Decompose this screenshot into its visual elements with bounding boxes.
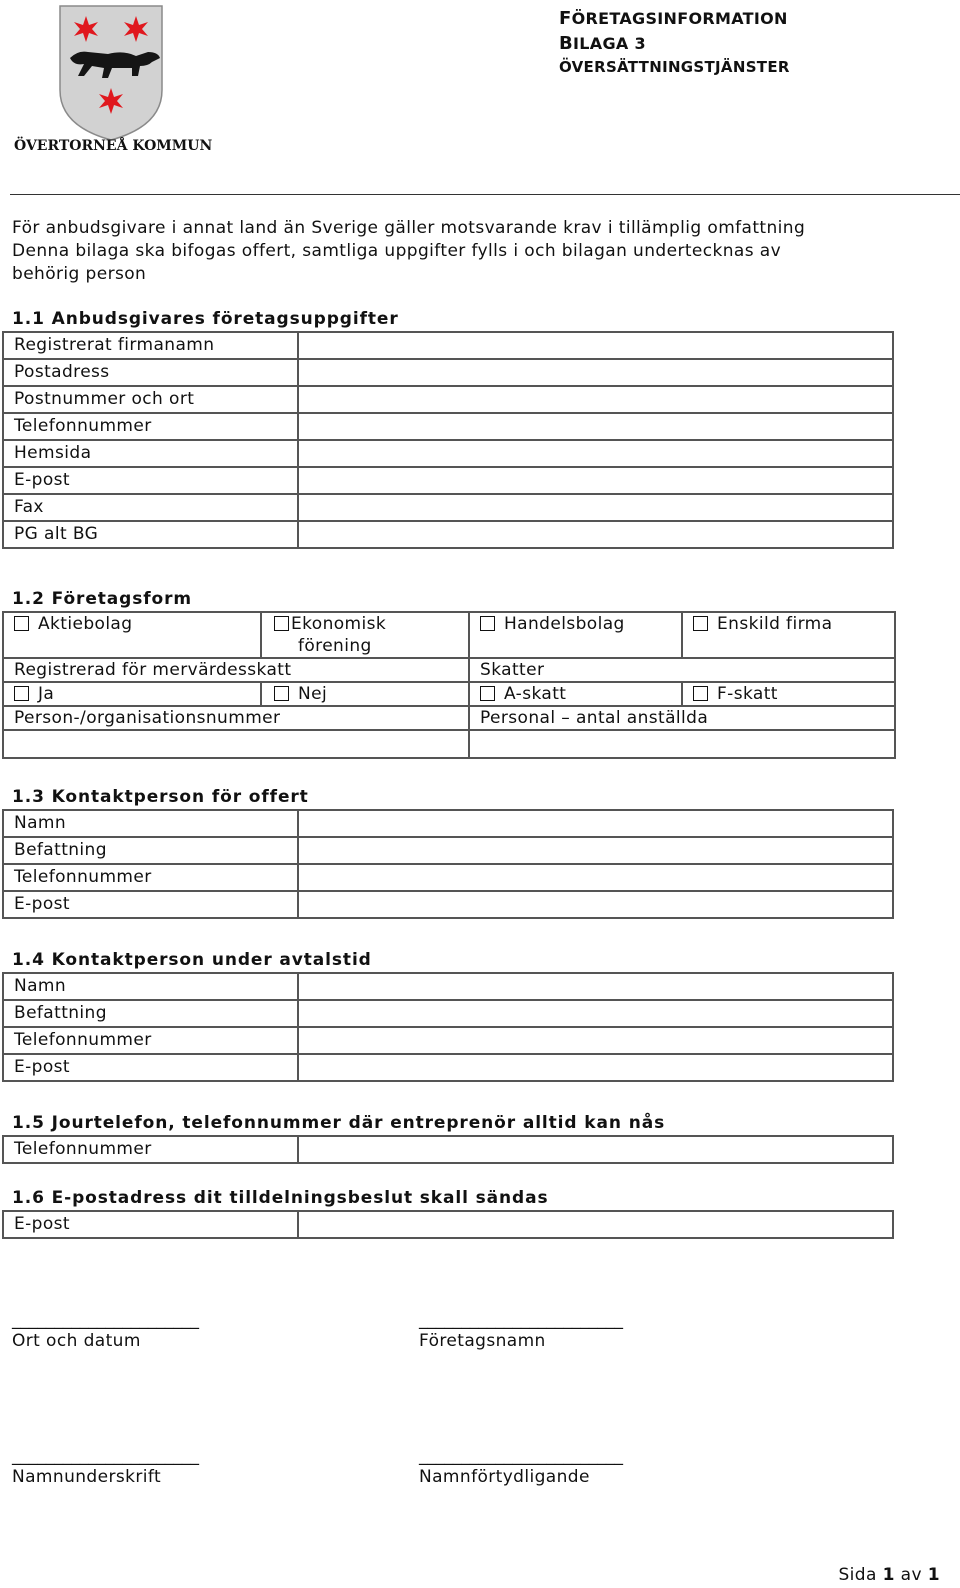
section-1-6-title: 1.6 E-postadress dit tilldelningsbeslut skall sändas bbox=[12, 1188, 549, 1208]
checkbox-icon[interactable] bbox=[693, 616, 708, 631]
offer-contact-table bbox=[2, 809, 894, 919]
label-postcode-city: Postnummer och ort bbox=[3, 386, 298, 413]
on-call-phone-field[interactable] bbox=[298, 1136, 893, 1163]
label-name: Namn bbox=[3, 973, 298, 1000]
contract-contact-name-field[interactable] bbox=[298, 973, 893, 1000]
label-phone: Telefonnummer bbox=[3, 1027, 298, 1054]
section-1-1-title: 1.1 Anbudsgivares företagsuppgifter bbox=[12, 309, 399, 329]
signature-line-place-date[interactable]: ______________________ bbox=[12, 1310, 199, 1330]
intro-line-1: För anbudsgivare i annat land än Sverige gäller motsvarande krav i tillämplig omfattning bbox=[12, 218, 806, 238]
section-1-3-title: 1.3 Kontaktperson för offert bbox=[12, 787, 309, 807]
company-name-field[interactable] bbox=[298, 332, 893, 359]
label-name-clarification: Namnförtydligande bbox=[419, 1467, 590, 1487]
checkbox-icon[interactable] bbox=[480, 616, 495, 631]
label-taxes: Skatter bbox=[469, 658, 895, 682]
label-fax: Fax bbox=[3, 494, 298, 521]
label-company-name: Registrerat firmanamn bbox=[3, 332, 298, 359]
staff-count-field[interactable] bbox=[469, 730, 895, 758]
section-1-5-title: 1.5 Jourtelefon, telefonnummer där entreprenör alltid kan nås bbox=[12, 1113, 666, 1133]
option-enskild-firma[interactable]: Enskild firma bbox=[682, 612, 895, 658]
postcode-city-field[interactable] bbox=[298, 386, 893, 413]
label-signature: Namnunderskrift bbox=[12, 1467, 162, 1487]
offer-contact-phone-field[interactable] bbox=[298, 864, 893, 891]
checkbox-icon[interactable] bbox=[274, 686, 289, 701]
option-handelsbolag[interactable]: Handelsbolag bbox=[469, 612, 682, 658]
option-f-skatt[interactable]: F-skatt bbox=[682, 682, 895, 706]
option-vat-yes[interactable]: Ja bbox=[3, 682, 261, 706]
contract-contact-position-field[interactable] bbox=[298, 1000, 893, 1027]
label-email: E-post bbox=[3, 891, 298, 918]
award-email-table bbox=[2, 1210, 894, 1239]
label-phone: Telefonnummer bbox=[3, 413, 298, 440]
intro-line-2: Denna bilaga ska bifogas offert, samtliga uppgifter fylls i och bilagan undertecknas av bbox=[12, 241, 782, 261]
checkbox-icon[interactable] bbox=[480, 686, 495, 701]
doc-service: ÖVERSÄTTNINGSTJÄNSTER bbox=[559, 58, 790, 76]
signature-line-signature[interactable]: ______________________ bbox=[12, 1446, 199, 1466]
section-1-4-title: 1.4 Kontaktperson under avtalstid bbox=[12, 950, 372, 970]
option-a-skatt[interactable]: A-skatt bbox=[469, 682, 682, 706]
checkbox-icon[interactable] bbox=[274, 616, 289, 631]
municipality-logo-icon bbox=[12, 2, 216, 160]
label-position: Befattning bbox=[3, 837, 298, 864]
label-postal-address: Postadress bbox=[3, 359, 298, 386]
doc-subtitle: BILAGA 3 bbox=[559, 33, 646, 54]
label-website: Hemsida bbox=[3, 440, 298, 467]
award-email-field[interactable] bbox=[298, 1211, 893, 1238]
label-company-name-sign: Företagsnamn bbox=[419, 1331, 546, 1351]
label-place-date: Ort och datum bbox=[12, 1331, 141, 1351]
checkbox-icon[interactable] bbox=[693, 686, 708, 701]
option-ekonomisk-forening[interactable]: Ekonomisk förening bbox=[261, 612, 469, 658]
offer-contact-position-field[interactable] bbox=[298, 837, 893, 864]
on-call-phone-table bbox=[2, 1135, 894, 1164]
signature-line-company[interactable]: ________________________ bbox=[419, 1310, 623, 1330]
postal-address-field[interactable] bbox=[298, 359, 893, 386]
option-aktiebolag[interactable]: Aktiebolag bbox=[3, 612, 261, 658]
pg-bg-field[interactable] bbox=[298, 521, 893, 548]
label-staff-count: Personal – antal anställda bbox=[469, 706, 895, 730]
website-field[interactable] bbox=[298, 440, 893, 467]
label-org-number: Person-/organisationsnummer bbox=[3, 706, 469, 730]
offer-contact-name-field[interactable] bbox=[298, 810, 893, 837]
company-details-table bbox=[2, 331, 894, 549]
label-phone: Telefonnummer bbox=[3, 864, 298, 891]
label-vat-registered: Registrerad för mervärdesskatt bbox=[3, 658, 469, 682]
label-name: Namn bbox=[3, 810, 298, 837]
logo-text: ÖVERTORNEÅ KOMMUN bbox=[14, 138, 213, 154]
phone-field[interactable] bbox=[298, 413, 893, 440]
contract-contact-phone-field[interactable] bbox=[298, 1027, 893, 1054]
intro-line-3: behörig person bbox=[12, 264, 147, 284]
label-phone: Telefonnummer bbox=[3, 1136, 298, 1163]
fax-field[interactable] bbox=[298, 494, 893, 521]
offer-contact-email-field[interactable] bbox=[298, 891, 893, 918]
checkbox-icon[interactable] bbox=[14, 686, 29, 701]
label-email: E-post bbox=[3, 1054, 298, 1081]
doc-title: FÖRETAGSINFORMATION bbox=[559, 8, 788, 29]
org-number-field[interactable] bbox=[3, 730, 469, 758]
header-divider bbox=[10, 194, 960, 195]
contract-contact-email-field[interactable] bbox=[298, 1054, 893, 1081]
page-number: Sida 1 av 1 bbox=[838, 1565, 940, 1585]
contract-contact-table bbox=[2, 972, 894, 1082]
label-email: E-post bbox=[3, 467, 298, 494]
company-form-table bbox=[2, 611, 896, 759]
section-1-2-title: 1.2 Företagsform bbox=[12, 589, 193, 609]
label-email: E-post bbox=[3, 1211, 298, 1238]
label-position: Befattning bbox=[3, 1000, 298, 1027]
label-pg-bg: PG alt BG bbox=[3, 521, 298, 548]
option-vat-no[interactable]: Nej bbox=[261, 682, 469, 706]
email-field[interactable] bbox=[298, 467, 893, 494]
signature-line-clarification[interactable]: ________________________ bbox=[419, 1446, 623, 1466]
checkbox-icon[interactable] bbox=[14, 616, 29, 631]
